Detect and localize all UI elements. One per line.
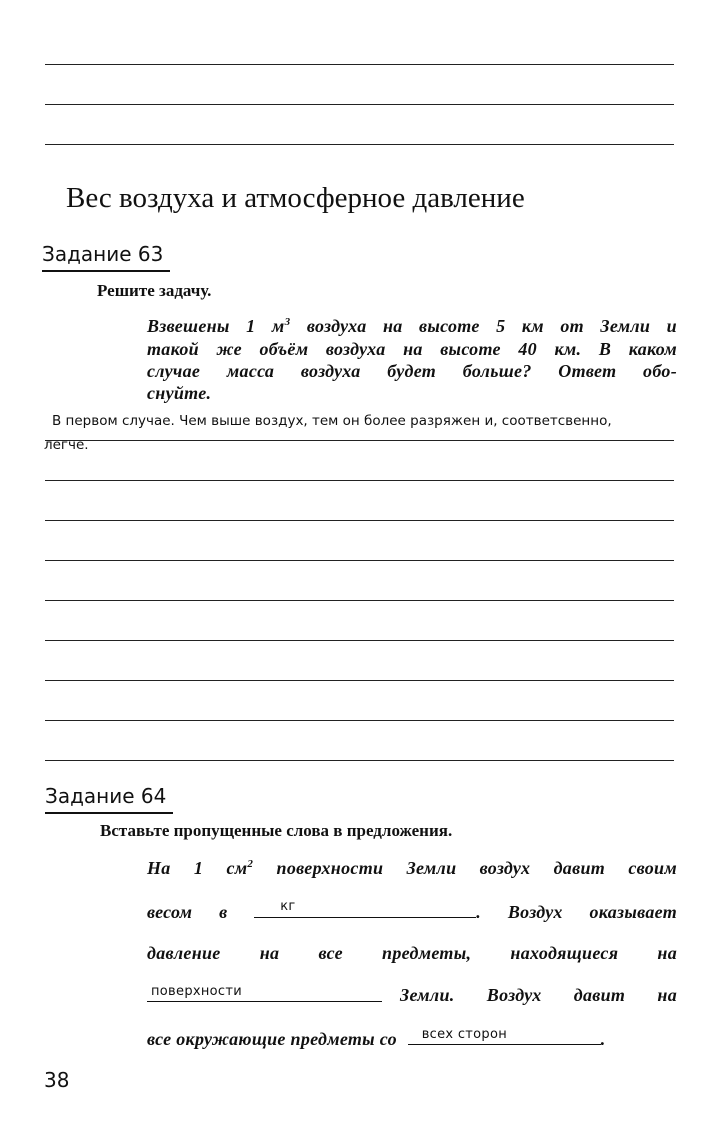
filled-answer: всех сторон (421, 1027, 508, 1042)
blank-field-1[interactable] (254, 901, 476, 918)
task-63-instruction: Решите задачу. (97, 281, 212, 300)
answer-line (45, 440, 674, 441)
sentence-text: . Воздух оказывает (476, 902, 677, 922)
task-63-underline (42, 270, 170, 272)
answer-text-line-1: В первом случае. Чем выше воздух, тем он более разряжен и, соответсвенно, (52, 413, 612, 429)
blank-field-3[interactable] (408, 1028, 601, 1045)
answer-line (45, 680, 674, 681)
problem-line-2: такой же объём воздуха на высоте 40 км. В каком (147, 339, 677, 359)
section-title: Вес воздуха и атмосферное давление (66, 182, 525, 214)
fill-line-3: давление на все предметы, находящиеся на (147, 943, 677, 963)
blank-field-2[interactable] (147, 985, 382, 1002)
answer-line (45, 64, 674, 65)
fill-line-4 (147, 985, 382, 1007)
superscript: 2 (247, 858, 254, 870)
sentence-text: поверхности Земли воздух давит своим (276, 858, 677, 878)
answer-line (45, 600, 674, 601)
sentence-text: весом в (147, 902, 228, 922)
answer-line (45, 560, 674, 561)
fill-line-1 (147, 858, 677, 879)
answer-line (45, 720, 674, 721)
sentence-text: все окружающие предметы со (147, 1029, 397, 1049)
filled-answer: поверхности (151, 984, 242, 999)
fill-line-4-text: Земли. Воздух давит на (400, 985, 677, 1005)
answer-line (45, 760, 674, 761)
answer-line (45, 144, 674, 145)
sentence-text: На 1 см (147, 858, 248, 878)
problem-line-1 (147, 316, 677, 337)
sentence-text: . (600, 1029, 606, 1049)
problem-text: Взвешены 1 м (147, 316, 285, 336)
superscript: 3 (284, 316, 291, 328)
task-64-label: Задание 64 (45, 784, 167, 808)
answer-line (45, 104, 674, 105)
filled-answer: кг (280, 899, 296, 914)
problem-line-3: случае масса воздуха будет больше? Ответ обо- (147, 361, 677, 381)
fill-line-2 (147, 901, 677, 923)
problem-text: воздуха на высоте 5 км от Земли и (306, 316, 677, 336)
task-64-instruction: Вставьте пропущенные слова в предложения. (100, 821, 453, 840)
answer-text-line-2: легче. (44, 437, 89, 453)
problem-line-4: снуйте. (147, 383, 212, 403)
answer-line (45, 520, 674, 521)
page-number: 38 (44, 1068, 70, 1092)
answer-line (45, 480, 674, 481)
task-63-label: Задание 63 (42, 242, 164, 266)
answer-line (45, 640, 674, 641)
task-64-underline (45, 812, 173, 814)
fill-line-5 (147, 1028, 606, 1050)
